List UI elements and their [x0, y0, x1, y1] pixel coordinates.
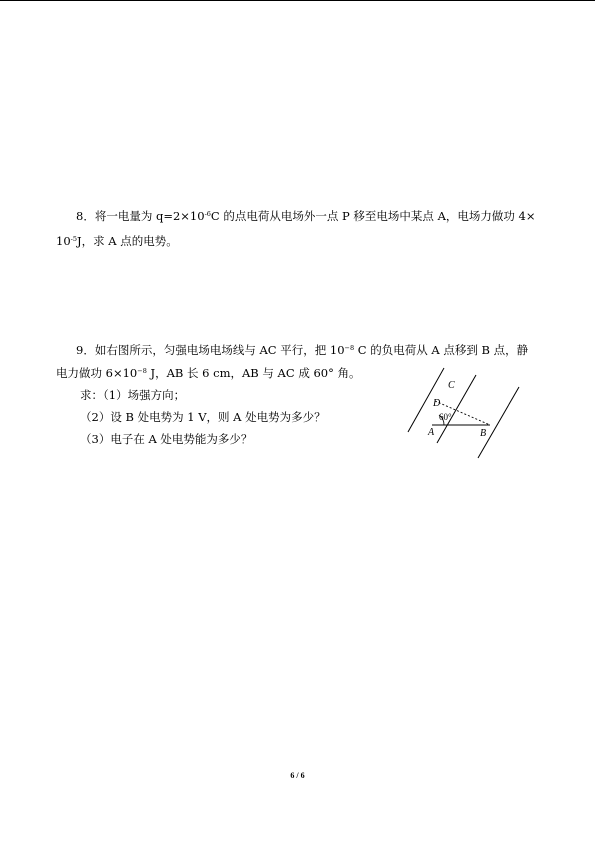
- electric-field-figure: [405, 365, 520, 460]
- q9-ask-2: （2）设 B 处电势为 1 V，则 A 处电势为多少？: [80, 410, 326, 424]
- q8-line-1-text-b: C 的点电荷从电场外一点 P 移至电场中某点 A，电场力做功 4×: [210, 209, 536, 223]
- q9-line-2-text-b: J，AB 长 6 cm，AB 与 AC 成 60° 角。: [146, 366, 361, 380]
- q9-line-2-exponent: −8: [137, 367, 147, 375]
- label-c: C: [448, 380, 455, 391]
- q8-line-1-text-a: 8．将一电量为 q=2×10: [76, 209, 205, 223]
- q9-line-2: [56, 366, 361, 380]
- q8-line-2-exponent: -5: [70, 235, 77, 243]
- label-d: D: [433, 398, 441, 409]
- label-angle: 60°: [439, 412, 452, 422]
- q9-ask-3: （3）电子在 A 处电势能为多少？: [80, 432, 253, 446]
- q8-line-2-text-a: 10: [56, 234, 71, 248]
- q9-line-1-text-a: 9．如右图所示，匀强电场电场线与 AC 平行，把 10: [76, 343, 345, 357]
- q8-line-1-exponent: -6: [204, 210, 211, 218]
- q9-line-1-text-b: C 的负电荷从 A 点移到 B 点，静: [354, 343, 529, 357]
- q8-line-2: [56, 234, 178, 248]
- q9-line-2-text-a: 电力做功 6×10: [56, 366, 138, 380]
- q9-line-1-exponent: −8: [344, 344, 355, 352]
- top-rule: [0, 0, 595, 1]
- label-a: A: [428, 427, 435, 438]
- field-line-2: [437, 375, 476, 443]
- q9-ask-1: 求：（1）场强方向；: [80, 388, 186, 402]
- q8-line-2-text-b: J，求 A 点的电势。: [76, 234, 178, 248]
- label-b: B: [480, 428, 487, 439]
- page-number: 6 / 6: [290, 771, 305, 780]
- q9-line-1: [76, 343, 528, 357]
- q8-line-1: [76, 209, 535, 223]
